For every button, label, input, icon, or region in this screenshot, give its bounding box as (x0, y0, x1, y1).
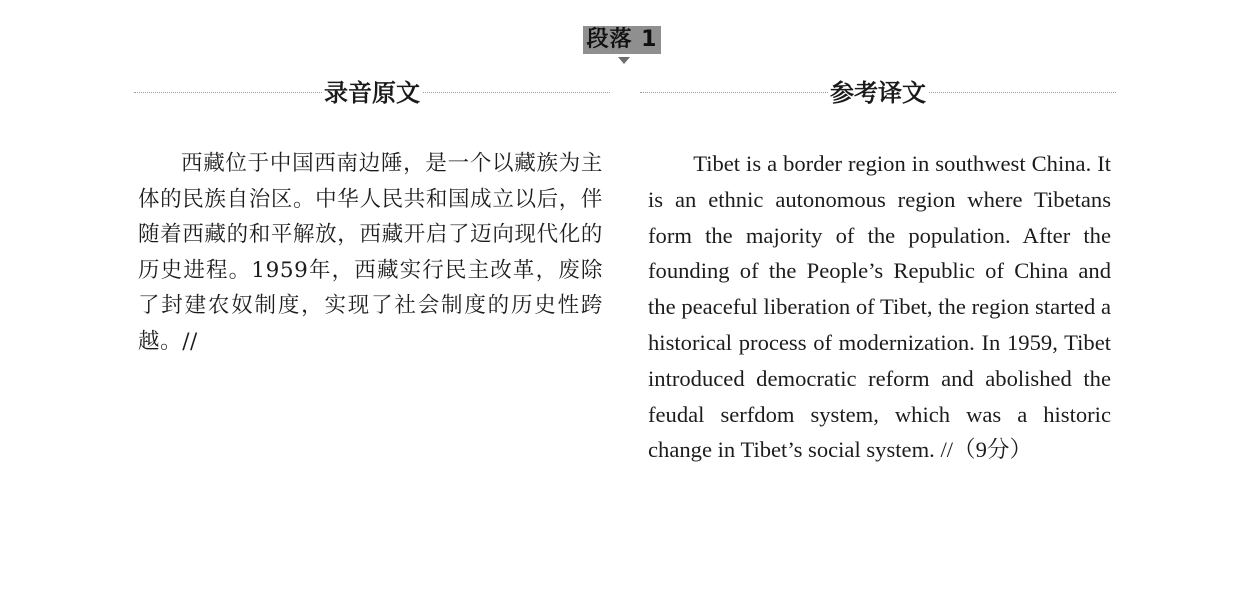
translation-paragraph: Tibet is a border region in southwest China. It is an ethnic autonomous region where Tibetans form the majority of the population. After the founding of the People’s Republic of China and the peaceful liberation of Tibet, the region started a historical process of modernization. In 1959, Tibet introduced democratic reform and abolished the feudal serfdom system, which was a historic change in Tibet’s social system. //（9分） (648, 151, 1111, 463)
cut-off-heading (170, 572, 300, 602)
translation-title: 参考译文 (828, 76, 928, 110)
paragraph-tag: 段落 1 (583, 26, 661, 54)
source-text-header (134, 76, 610, 110)
translation-header (640, 76, 1116, 110)
triangle-down-icon (618, 57, 630, 64)
source-text-title: 录音原文 (322, 76, 422, 110)
source-text-paragraph: 西藏位于中国西南边陲，是一个以藏族为主体的民族自治区。中华人民共和国成立以后，伴随着西藏的和平解放，西藏开启了迈向现代化的历史进程。1959年，西藏实行民主改革，废除了封建农奴制度，实现了社会制度的历史性跨越。// (138, 151, 603, 354)
